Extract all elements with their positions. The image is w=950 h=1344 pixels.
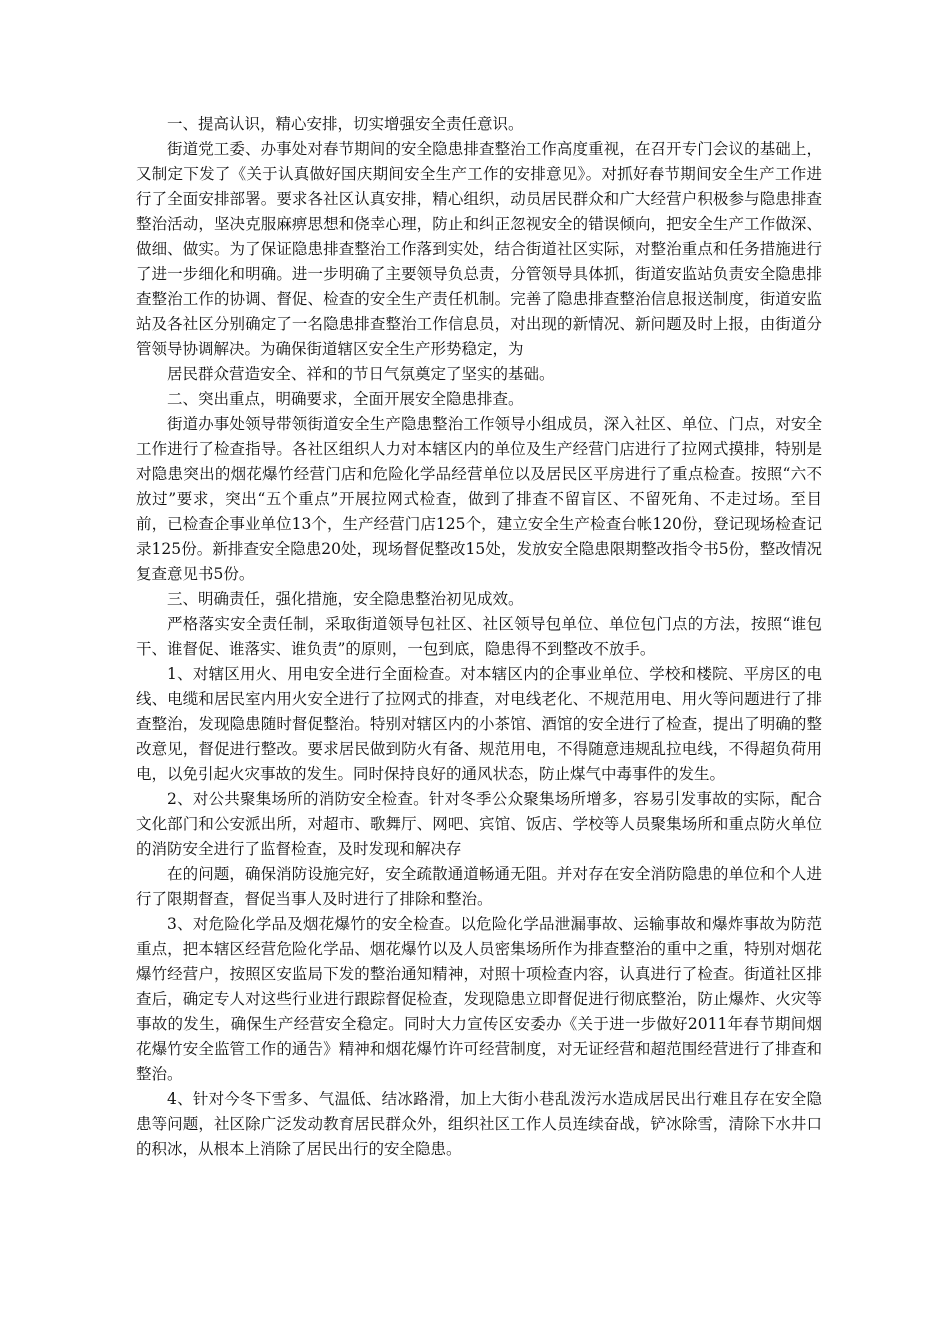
- paragraph: 街道办事处领导带领街道安全生产隐患整治工作领导小组成员，深入社区、单位、门点，对安全工作进行了检查指导。各社区组织人力对本辖区内的单位及生产经营门店进行了拉网式摸排，特别是对隐患突出的烟花爆竹经营门店和危险化学品经营单位以及居民区平房进行了重点检查。按照“六不放过”要求，突出“五个重点”开展拉网式检查，做到了排查不留盲区、不留死角、不走过场。至目前，已检查企事业单位13个，生产经营门店125个，建立安全生产检查台帐120份，登记现场检查记录125份。新排查安全隐患20处，现场督促整改15处，发放安全隐患限期整改指令书5份，整改情况复查意见书5份。: [136, 415, 822, 583]
- document-body: [136, 112, 822, 1162]
- list-item-2: 2、对公共聚集场所的消防安全检查。针对冬季公众聚集场所增多，容易引发事故的实际，配合文化部门和公安派出所，对超市、歌舞厅、网吧、宾馆、饭店、学校等人员聚集场所和重点防火单位的消防安全进行了监督检查，及时发现和解决存: [136, 790, 822, 858]
- list-item-4: 4、针对今冬下雪多、气温低、结冰路滑，加上大街小巷乱泼污水造成居民出行难且存在安全隐患等问题，社区除广泛发动教育居民群众外，组织社区工作人员连续奋战，铲冰除雪，清除下水井口的积冰，从根本上消除了居民出行的安全隐患。: [136, 1090, 822, 1158]
- section-heading-2: 二、突出重点，明确要求，全面开展安全隐患排查。: [167, 390, 524, 408]
- list-item-3: 3、对危险化学品及烟花爆竹的安全检查。以危险化学品泄漏事故、运输事故和爆炸事故为防范重点，把本辖区经营危险化学品、烟花爆竹以及人员密集场所作为排查整治的重中之重，特别对烟花爆竹经营户，按照区安监局下发的整治通知精神，对照十项检查内容，认真进行了检查。街道社区排查后，确定专人对这些行业进行跟踪督促检查，发现隐患立即督促进行彻底整治，防止爆炸、火灾等事故的发生，确保生产经营安全稳定。同时大力宣传区安委办《关于进一步做好2011年春节期间烟花爆竹安全监管工作的通告》精神和烟花爆竹许可经营制度，对无证经营和超范围经营进行了排查和整治。: [136, 915, 822, 1083]
- paragraph: 在的问题，确保消防设施完好，安全疏散通道畅通无阻。并对存在安全消防隐患的单位和个人进行了限期督查，督促当事人及时进行了排除和整治。: [136, 865, 822, 908]
- list-item-1: 1、对辖区用火、用电安全进行全面检查。对本辖区内的企事业单位、学校和楼院、平房区的电线、电缆和居民室内用火安全进行了拉网式的排查，对电线老化、不规范用电、用火等问题进行了排查整治，发现隐患随时督促整治。特别对辖区内的小茶馆、酒馆的安全进行了检查，提出了明确的整改意见，督促进行整改。要求居民做到防火有备、规范用电，不得随意违规乱拉电线，不得超负荷用电，以免引起火灾事故的发生。同时保持良好的通风状态，防止煤气中毒事件的发生。: [136, 665, 822, 783]
- section-heading-3: 三、明确责任，强化措施，安全隐患整治初见成效。: [167, 590, 524, 608]
- section-heading-1: 一、提高认识，精心安排，切实增强安全责任意识。: [167, 115, 524, 133]
- paragraph: 居民群众营造安全、祥和的节日气氛奠定了坚实的基础。: [167, 365, 555, 383]
- paragraph: 严格落实安全责任制，采取街道领导包社区、社区领导包单位、单位包门点的方法，按照“谁包干、谁督促、谁落实、谁负责”的原则，一包到底，隐患得不到整改不放手。: [136, 615, 822, 658]
- paragraph: 街道党工委、办事处对春节期间的安全隐患排查整治工作高度重视，在召开专门会议的基础上，又制定下发了《关于认真做好国庆期间安全生产工作的安排意见》。对抓好春节期间安全生产工作进行了全面安排部署。要求各社区认真安排，精心组织，动员居民群众和广大经营户积极参与隐患排查整治活动，坚决克服麻痹思想和侥幸心理，防止和纠正忽视安全的错误倾向，把安全生产工作做深、做细、做实。为了保证隐患排查整治工作落到实处，结合街道社区实际，对整治重点和任务措施进行了进一步细化和明确。进一步明确了主要领导负总责，分管领导具体抓，街道安监站负责安全隐患排查整治工作的协调、督促、检查的安全生产责任机制。完善了隐患排查整治信息报送制度，街道安监站及各社区分别确定了一名隐患排查整治工作信息员，对出现的新情况、新问题及时上报，由街道分管领导协调解决。为确保街道辖区安全生产形势稳定，为: [136, 140, 822, 358]
